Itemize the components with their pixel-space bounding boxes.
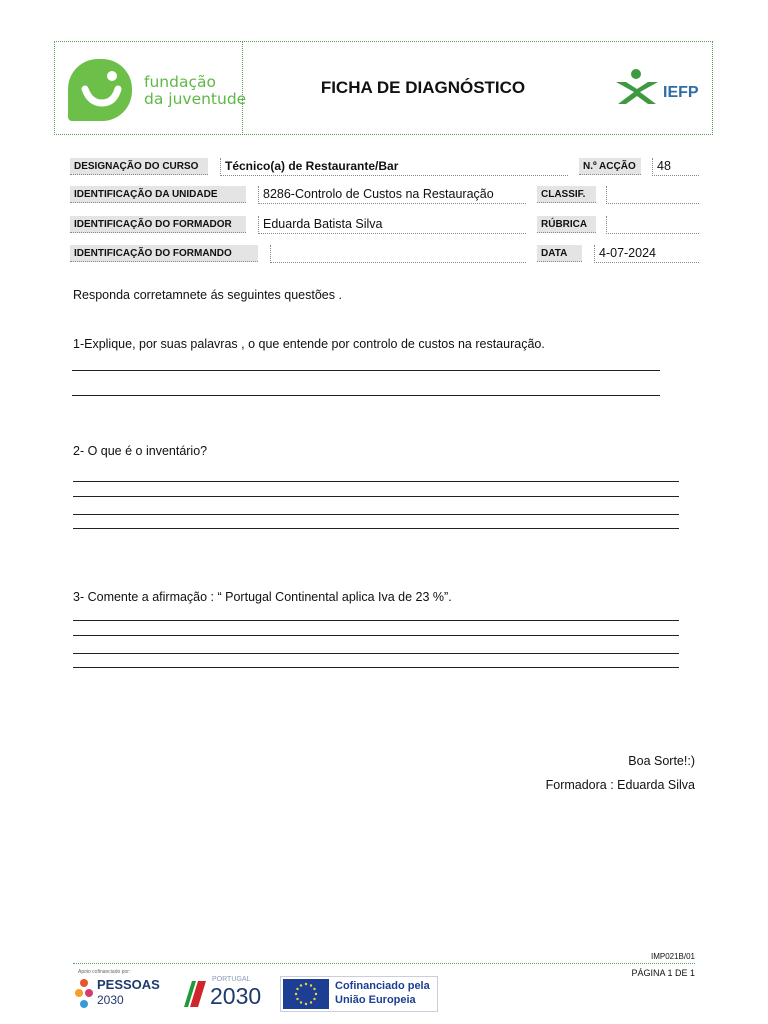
course-value: Técnico(a) de Restaurante/Bar bbox=[220, 158, 568, 176]
iefp-icon bbox=[612, 68, 662, 108]
closing-text: Boa Sorte!:) bbox=[628, 754, 695, 768]
rubrica-label: RÚBRICA bbox=[537, 216, 596, 233]
document-code: IMP021B/01 bbox=[650, 952, 695, 961]
portugal-label: PORTUGAL bbox=[212, 976, 251, 983]
portugal-2030-logo bbox=[182, 976, 278, 1010]
pessoas-2030-logo bbox=[75, 976, 177, 1010]
answer-line bbox=[73, 481, 679, 482]
page-number: PÁGINA 1 DE 1 bbox=[631, 968, 695, 978]
course-label: DESIGNAÇÃO DO CURSO bbox=[70, 158, 208, 175]
classif-value bbox=[606, 186, 699, 204]
trainee-value bbox=[270, 245, 526, 263]
trainee-label: IDENTIFICAÇÃO DO FORMANDO bbox=[70, 245, 258, 262]
answer-line bbox=[73, 528, 679, 529]
org-name-line2: da juventude bbox=[144, 90, 247, 108]
trainer-value: Eduarda Batista Silva bbox=[258, 216, 526, 234]
date-label: DATA bbox=[537, 245, 582, 262]
answer-line bbox=[72, 370, 660, 371]
trainer-label: IDENTIFICAÇÃO DO FORMADOR bbox=[70, 216, 246, 233]
signature-text: Formadora : Eduarda Silva bbox=[545, 778, 695, 792]
portugal-flag-icon bbox=[182, 977, 208, 1009]
rubrica-value bbox=[606, 216, 699, 234]
answer-line bbox=[73, 653, 679, 654]
answer-line bbox=[73, 635, 679, 636]
answer-line bbox=[73, 667, 679, 668]
question-3: 3- Comente a afirmação : “ Portugal Continental aplica Iva de 23 %”. bbox=[73, 590, 452, 604]
iefp-label: IEFP bbox=[663, 84, 699, 101]
question-1: 1-Explique, por suas palavras , o que entende por controlo de custos na restauração. bbox=[73, 337, 545, 351]
question-2: 2- O que é o inventário? bbox=[73, 444, 208, 458]
pessoas-label: PESSOAS bbox=[97, 977, 160, 992]
answer-line bbox=[73, 496, 679, 497]
classif-label: CLASSIF. bbox=[537, 186, 596, 203]
cofinanced-caption: Apoio cofinanciado por: bbox=[78, 969, 131, 975]
eu-flag-icon bbox=[283, 979, 329, 1009]
eu-line1: Cofinanciado pela bbox=[335, 980, 430, 992]
unit-label: IDENTIFICAÇÃO DA UNIDADE bbox=[70, 186, 246, 203]
iefp-logo bbox=[612, 68, 707, 110]
org-name-line1: fundação bbox=[144, 73, 216, 91]
unit-value: 8286-Controlo de Custos na Restauração bbox=[258, 186, 526, 204]
footer-divider bbox=[73, 963, 695, 964]
action-label: N.º ACÇÃO bbox=[579, 158, 641, 175]
document-title: FICHA DE DIAGNÓSTICO bbox=[320, 78, 526, 97]
fj-logo-icon bbox=[68, 59, 132, 121]
action-value: 48 bbox=[652, 158, 699, 176]
fundacao-juventude-logo bbox=[68, 59, 248, 123]
portugal-year: 2030 bbox=[210, 983, 262, 1009]
eu-line2: União Europeia bbox=[335, 994, 416, 1006]
answer-line bbox=[72, 395, 660, 396]
answer-line bbox=[73, 514, 679, 515]
intro-text: Responda corretamnete ás seguintes questões . bbox=[73, 288, 342, 302]
answer-line bbox=[73, 620, 679, 621]
pessoas-year: 2030 bbox=[97, 993, 124, 1007]
eu-cofinanced-logo bbox=[280, 976, 438, 1012]
pessoas-icon bbox=[75, 978, 93, 1010]
date-value: 4-07-2024 bbox=[594, 245, 699, 263]
